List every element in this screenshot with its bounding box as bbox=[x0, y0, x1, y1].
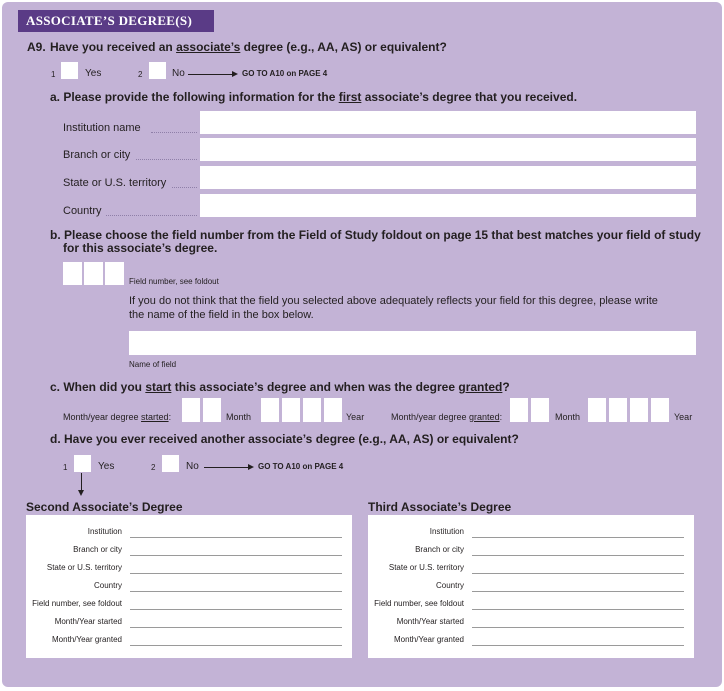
second-started-label: Month/Year started bbox=[54, 617, 122, 626]
leader-dots bbox=[136, 159, 197, 160]
question-c: c. When did you start this associate’s degree and when was the degree granted? bbox=[50, 380, 510, 394]
second-institution-label: Institution bbox=[87, 527, 122, 536]
second-state-input[interactable] bbox=[130, 573, 342, 574]
third-state-label: State or U.S. territory bbox=[388, 563, 464, 572]
d-skip-instruction: GO TO A10 on PAGE 4 bbox=[258, 462, 344, 471]
d-yes-checkbox[interactable] bbox=[74, 455, 91, 472]
a9-yes-checkbox[interactable] bbox=[61, 62, 78, 79]
granted-year-digit-1[interactable] bbox=[588, 398, 606, 422]
d-skip-arrow bbox=[204, 467, 248, 468]
third-degree-title: Third Associate’s Degree bbox=[368, 500, 512, 514]
third-country-input[interactable] bbox=[472, 591, 684, 592]
second-country-label: Country bbox=[93, 581, 122, 590]
institution-name-input[interactable] bbox=[200, 111, 696, 134]
started-year-digit-3[interactable] bbox=[303, 398, 321, 422]
leader-dots bbox=[106, 215, 197, 216]
d-no-number: 2 bbox=[151, 463, 156, 472]
third-institution-input[interactable] bbox=[472, 537, 684, 538]
d-yes-number: 1 bbox=[63, 463, 68, 472]
branch-city-label: Branch or city bbox=[63, 149, 131, 161]
second-degree-title: Second Associate’s Degree bbox=[26, 500, 183, 514]
a9-yes-number: 1 bbox=[51, 70, 56, 79]
granted-year-digit-4[interactable] bbox=[651, 398, 669, 422]
third-institution-label: Institution bbox=[429, 527, 464, 536]
third-field-input[interactable] bbox=[472, 609, 684, 610]
d-no-label: No bbox=[186, 461, 199, 472]
question-a: a. Please provide the following information for the first associate’s degree that you received. bbox=[50, 90, 578, 104]
a9-no-checkbox[interactable] bbox=[149, 62, 166, 79]
leader-dots bbox=[151, 132, 197, 133]
third-branch-input[interactable] bbox=[472, 555, 684, 556]
question-a9: Have you received an associate’s degree (e.g., AA, AS) or equivalent? bbox=[50, 40, 447, 54]
branch-city-input[interactable] bbox=[200, 138, 696, 161]
a9-no-label: No bbox=[172, 68, 185, 79]
name-of-field-input[interactable] bbox=[129, 331, 696, 355]
yes-down-arrow bbox=[81, 473, 82, 491]
third-granted-input[interactable] bbox=[472, 645, 684, 646]
a9-yes-label: Yes bbox=[85, 68, 102, 79]
a9-no-number: 2 bbox=[138, 70, 143, 79]
d-yes-label: Yes bbox=[98, 461, 115, 472]
granted-year-digit-3[interactable] bbox=[630, 398, 648, 422]
field-number-label: Field number, see foldout bbox=[129, 277, 219, 286]
field-number-digit-3[interactable] bbox=[105, 262, 124, 285]
started-month-digit-1[interactable] bbox=[182, 398, 200, 422]
question-b-line2: for this associate’s degree. bbox=[63, 241, 218, 255]
a9-skip-instruction: GO TO A10 on PAGE 4 bbox=[242, 69, 328, 78]
state-territory-input[interactable] bbox=[200, 166, 696, 189]
third-degree-card bbox=[368, 515, 694, 658]
field-note-line1: If you do not think that the field you selected above adequately reflects your field for this degree, please write bbox=[129, 295, 658, 307]
institution-name-label: Institution name bbox=[63, 122, 141, 134]
started-label: Month/year degree started: bbox=[63, 412, 172, 422]
leader-dots bbox=[172, 187, 197, 188]
started-year-digit-2[interactable] bbox=[282, 398, 300, 422]
state-territory-label: State or U.S. territory bbox=[63, 177, 167, 189]
yes-down-arrowhead bbox=[78, 490, 84, 496]
d-no-checkbox[interactable] bbox=[162, 455, 179, 472]
question-b-line1: b. Please choose the field number from the Field of Study foldout on page 15 that best matches your field of study bbox=[50, 228, 701, 242]
section-title: ASSOCIATE’S DEGREE(S) bbox=[18, 10, 214, 32]
granted-year-label: Year bbox=[674, 412, 693, 422]
country-label: Country bbox=[63, 205, 102, 217]
second-field-input[interactable] bbox=[130, 609, 342, 610]
granted-month-digit-2[interactable] bbox=[531, 398, 549, 422]
a9-skip-arrow bbox=[188, 74, 232, 75]
started-year-digit-1[interactable] bbox=[261, 398, 279, 422]
third-field-label: Field number, see foldout bbox=[374, 599, 464, 608]
second-degree-card bbox=[26, 515, 352, 658]
question-a9-number: A9. bbox=[27, 40, 46, 54]
second-state-label: State or U.S. territory bbox=[46, 563, 122, 572]
started-month-digit-2[interactable] bbox=[203, 398, 221, 422]
second-granted-input[interactable] bbox=[130, 645, 342, 646]
third-started-label: Month/Year started bbox=[396, 617, 464, 626]
second-branch-label: Branch or city bbox=[73, 545, 122, 554]
field-number-digit-1[interactable] bbox=[63, 262, 82, 285]
d-skip-arrowhead bbox=[248, 464, 254, 470]
name-of-field-label: Name of field bbox=[129, 360, 177, 369]
granted-month-label: Month bbox=[555, 412, 581, 422]
second-institution-input[interactable] bbox=[130, 537, 342, 538]
second-field-label: Field number, see foldout bbox=[32, 599, 122, 608]
third-country-label: Country bbox=[435, 581, 464, 590]
started-year-label: Year bbox=[346, 412, 365, 422]
a9-skip-arrowhead bbox=[232, 71, 238, 77]
second-country-input[interactable] bbox=[130, 591, 342, 592]
question-d: d. Have you ever received another associate’s degree (e.g., AA, AS) or equivalent? bbox=[50, 432, 519, 446]
third-branch-label: Branch or city bbox=[415, 545, 464, 554]
country-input[interactable] bbox=[200, 194, 696, 217]
started-month-label: Month bbox=[226, 412, 252, 422]
second-branch-input[interactable] bbox=[130, 555, 342, 556]
second-granted-label: Month/Year granted bbox=[52, 635, 122, 644]
second-started-input[interactable] bbox=[130, 627, 342, 628]
third-state-input[interactable] bbox=[472, 573, 684, 574]
third-granted-label: Month/Year granted bbox=[394, 635, 464, 644]
field-number-digit-2[interactable] bbox=[84, 262, 103, 285]
granted-month-digit-1[interactable] bbox=[510, 398, 528, 422]
started-year-digit-4[interactable] bbox=[324, 398, 342, 422]
granted-label: Month/year degree granted: bbox=[391, 412, 503, 422]
granted-year-digit-2[interactable] bbox=[609, 398, 627, 422]
field-note-line2: the name of the field in the box below. bbox=[129, 309, 314, 321]
third-started-input[interactable] bbox=[472, 627, 684, 628]
